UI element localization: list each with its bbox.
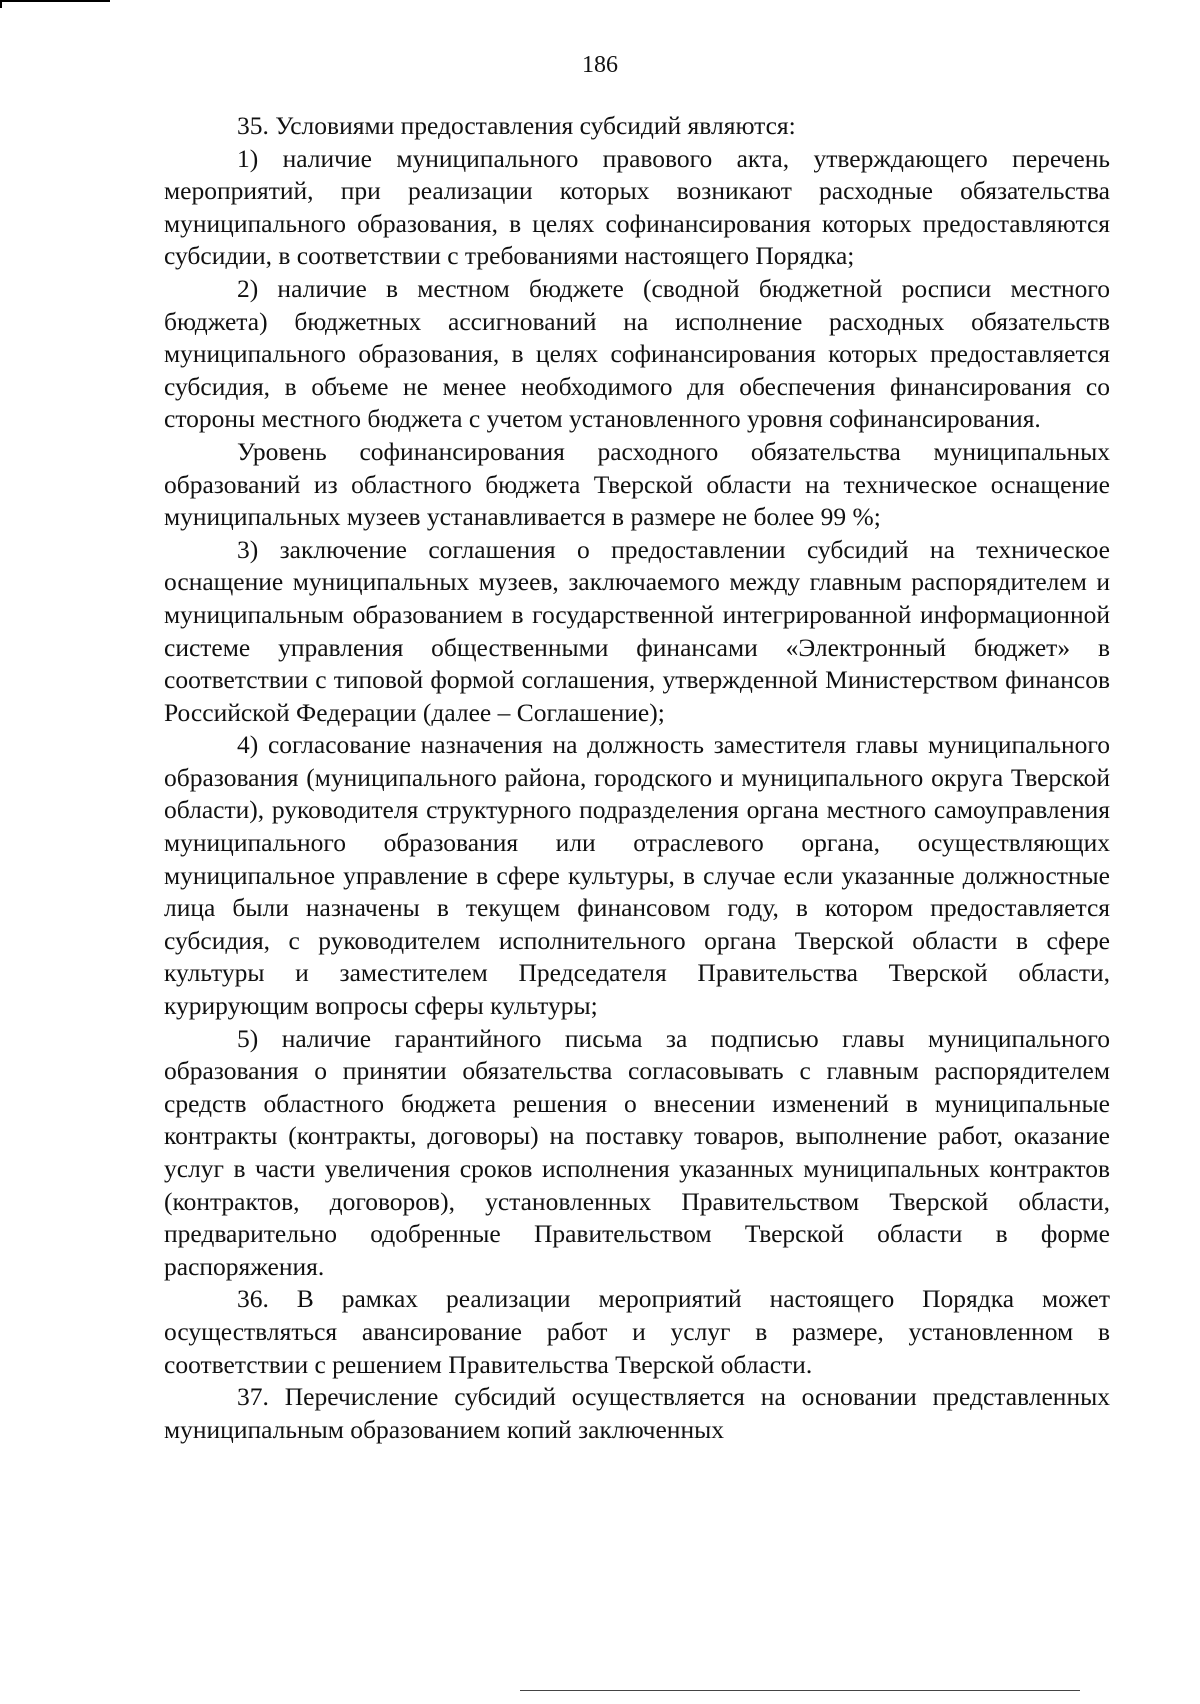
paragraph-condition-2: 2) наличие в местном бюджете (сводной бюджетной росписи местного бюджета) бюджетных ассигнований на исполнение расходных обязательств муниципального образования, в целях софинансирования которых предоставляется субсидия, в объеме не менее необходимого для обеспечения финансирования со стороны местного бюджета с учетом установленного уровня софинансирования.	[164, 273, 1110, 434]
scan-corner-mark	[0, 0, 110, 6]
page-number: 186	[582, 52, 618, 78]
paragraph-condition-5: 5) наличие гарантийного письма за подписью главы муниципального образования о принятии обязательства согласовывать с главным распорядителем средств областного бюджета решения о внесении изменений в муниципальные контракты (контракты, договоры) на поставку товаров, выполнение работ, оказание услуг в части увеличения сроков исполнения указанных муниципальных контрактов (контрактов, договоров), установленных Правительством Тверской области, предварительно одобренные Правительством Тверской области в форме распоряжения.	[164, 1023, 1110, 1281]
paragraph-condition-3: 3) заключение соглашения о предоставлении субсидий на техническое оснащение муниципальных музеев, заключаемого между главным распорядителем и муниципальным образованием в государственной интегрированной информационной системе управления общественными финансами «Электронный бюджет» в соответствии с типовой формой соглашения, утвержденной Министерством финансов Российской Федерации (далее – Соглашение);	[164, 534, 1110, 727]
paragraph-37: 37. Перечисление субсидий осуществляется на основании представленных муниципальным образованием копий заключенных	[164, 1382, 1110, 1444]
bottom-scan-line	[520, 1690, 1080, 1691]
paragraph-cofinancing-level: Уровень софинансирования расходного обязательства муниципальных образований из областного бюджета Тверской области на техническое оснащение муниципальных музеев устанавливается в размере не более 99 %;	[164, 436, 1110, 532]
paragraph-35-heading: 35. Условиями предоставления субсидий являются:	[237, 111, 796, 140]
paragraph-condition-4: 4) согласование назначения на должность заместителя главы муниципального образования (муниципального района, городского и муниципального округа Тверской области), руководителя структурного подразделения органа местного самоуправления муниципального образования или отраслевого органа, осуществляющих муниципальное управление в сфере культуры, в случае если указанные должностные лица были назначены в текущем финансовом году, в котором предоставляется субсидия, с руководителем исполнительного органа Тверской области в сфере культуры и заместителем Председателя Правительства Тверской области, курирующим вопросы сферы культуры;	[164, 730, 1110, 1021]
paragraph-36: 36. В рамках реализации мероприятий настоящего Порядка может осуществляться авансирование работ и услуг в размере, установленном в соответствии с решением Правительства Тверской области.	[164, 1284, 1110, 1379]
paragraph-condition-1: 1) наличие муниципального правового акта, утверждающего перечень мероприятий, при реализации которых возникают расходные обязательства муниципального образования, в целях софинансирования которых предоставляются субсидии, в соответствии с требованиями настоящего Порядка;	[164, 143, 1110, 271]
document-body	[164, 110, 1110, 1446]
